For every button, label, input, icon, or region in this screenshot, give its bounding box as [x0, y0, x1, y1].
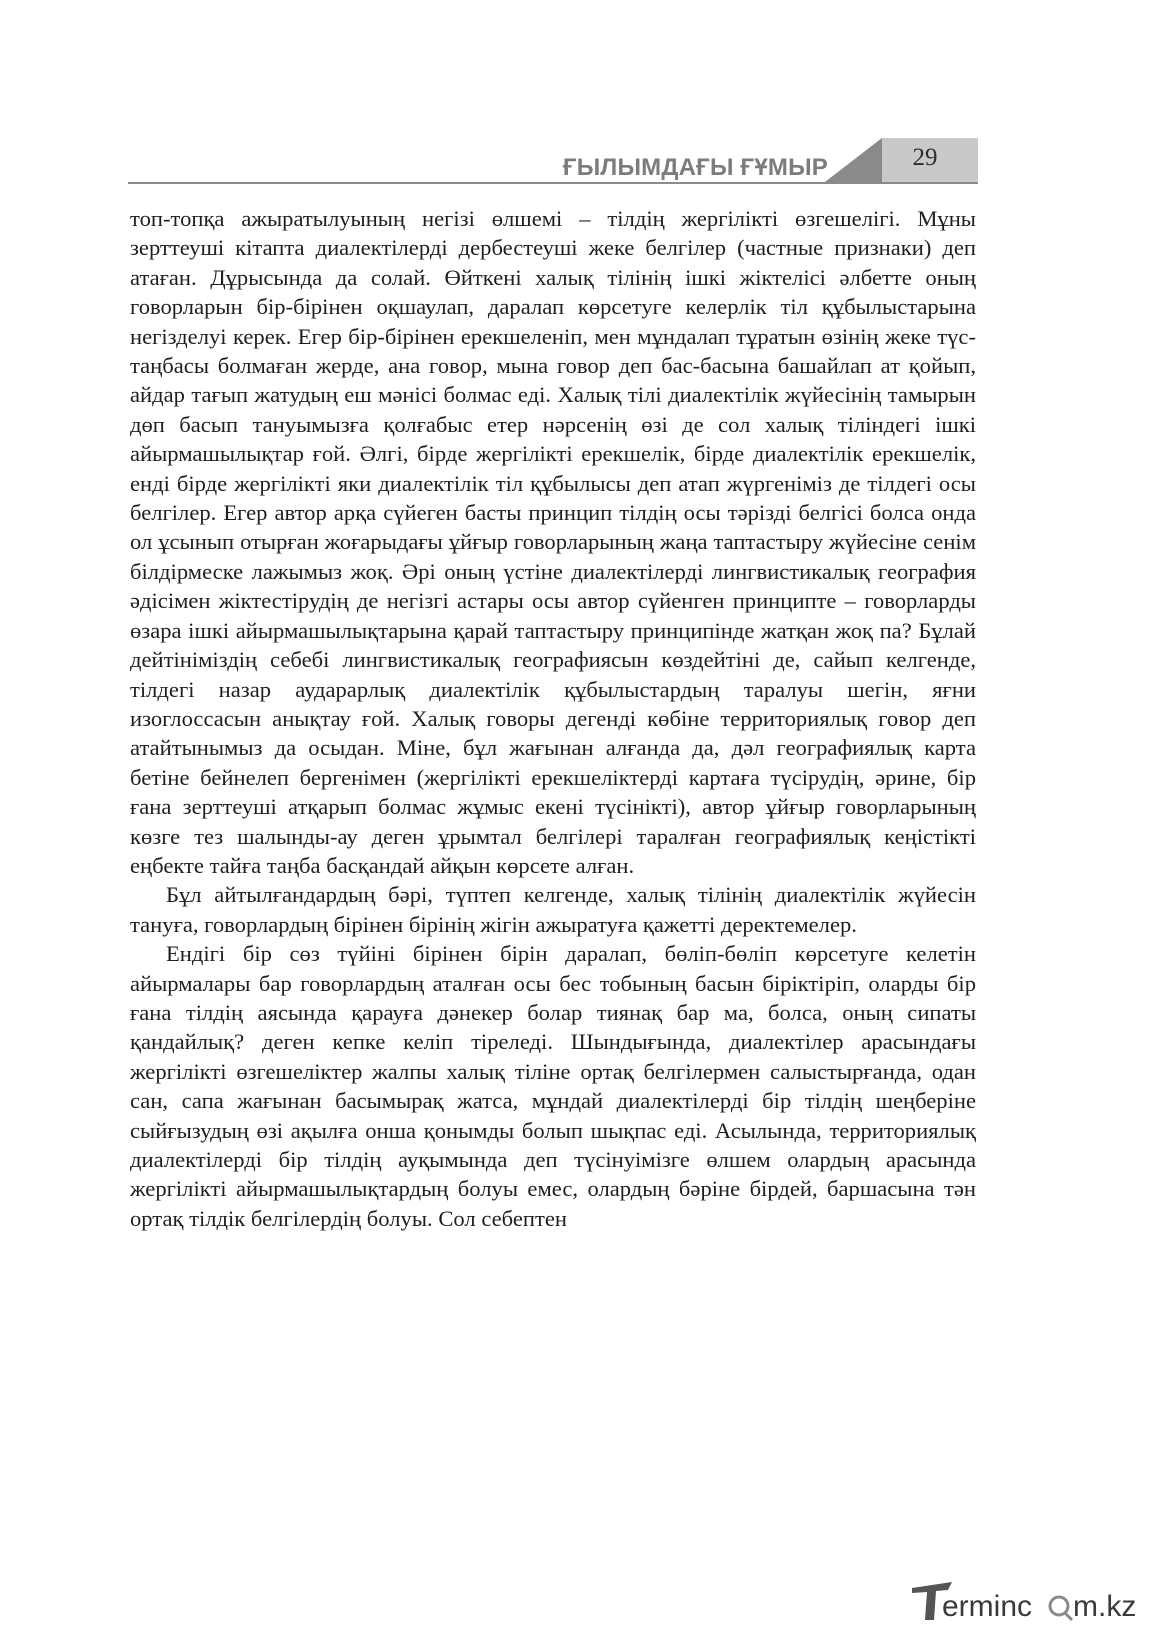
body-text: [130, 204, 976, 1233]
running-header: [128, 138, 978, 188]
header-rule: [128, 182, 978, 184]
svg-text:erminc: erminc: [942, 1590, 1033, 1623]
paragraph: Бұл айтылғандардың бәрі, түптеп келгенде, халық тілінің диалектілік жүйесін тануға, говорлардың бірінен бірінің жігін ажыратуға қажетті деректемелер.: [130, 882, 976, 937]
termincom-logo-icon: [912, 1580, 1142, 1626]
paragraph: топ-топқа ажыратылуының негізі өлшемі – тілдің жергілікті өзгешелігі. Мұны зерттеуші кітапта диалектілерді дербестеуші жеке белгілер (частные признаки) деп атаған. Дұрысында да солай. Өйткені халық тілінің ішкі жіктелісі әлбетте оның говорларын бір-бірінен оқшаулап, даралап көрсетуге келерлік тіл құбылыстарына негізделуі керек. Егер бір-бірінен ерекшеленіп, мен мұндалап тұратын өзінің жеке түс-таңбасы болмаған жерде, ана говор, мына говор деп бас-басына башайлап ат қойып, айдар тағып жатудың еш мәнісі болмас еді. Халық тілі диалектілік жүйесінің тамырын дөп басып тануымызға қолғабыс етер нәрсенің өзі де сол халық тіліндегі ішкі айырмашылықтар ғой. Әлгі, бірде жергілікті ерекшелік, бірде диалектілік ерекшелік, енді бірде жергілікті яки диалектілік тіл құбылысы деп атап жүргеніміз де тілдегі осы белгілер. Егер автор арқа сүйеген басты принцип тілдің осы тәрізді белгісі болса онда ол ұсынып отырған жоғарыдағы ұйғыр говорларының жаңа таптастыру жүйесіне сенім білдірмеске лажымыз жоқ. Әрі оның үстіне диалектілерді лингвистикалық география әдісімен жіктестірудің де негізгі астары осы автор сүйенген принципте – говорларды өзара ішкі айырмашылықтарына қарай таптастыру принципінде жатқан жоқ па? Бұлай дейтініміздің себебі лингвистикалық географиясын көздейтіні де, сайып келгенде, тілдегі назар аударарлық диалектілік құбылыстардың таралуы шегін, яғни изоглоссасын анықтау ғой. Халық говоры дегенді көбіне территориялық говор деп атайтынымыз да осыдан. Міне, бұл жағынан алғанда да, дәл географиялық карта бетіне бейнелеп бергенімен (жергілікті ерекшеліктерді картаға түсірудің, әрине, бір ғана зерттеуші атқарып болмас жұмыс екені түсінікті), автор ұйғыр говорларының көзге тез шалынды-ау деген ұрымтал белгілері таралған географиялық кеңістікті еңбекте тайға таңба басқандай айқын көрсете алған.: [130, 206, 976, 878]
svg-text:m.kz: m.kz: [1073, 1590, 1137, 1623]
header-title: ҒЫЛЫМДАҒЫ ҒҰМЫР: [562, 154, 828, 181]
paragraph: Ендігі бір сөз түйіні бірінен бірін даралап, бөліп-бөліп көрсетуге келетін айырмалары бар говорлардың аталған осы бес тобының басын біріктіріп, оларды бір ғана тілдің аясында қарауға дәнекер болар тиянақ бар ма, болса, оның сипаты қандайлық? деген кепке келіп тіреледі. Шындығында, диалектілер арасындағы жергілікті өзгешеліктер жалпы халық тіліне ортақ белгілермен салыстырғанда, одан сан, сапа жағынан басымырақ жатса, мұндай диалектілерді бір тілдің шеңберіне сыйғызудың өзі ақылға онша қонымды болып шықпас еді. Асылында, территориялық диалектілерді бір тілдің ауқымында деп түсінуімізге өлшем олардың арасында жергілікті айырмашылықтардың болуы емес, олардың бәріне бірдей, баршасына тән ортақ тілдік белгілердің болуы. Сол себептен: [130, 941, 976, 1231]
page-number: 29: [912, 144, 938, 171]
watermark-logo: [912, 1580, 1142, 1626]
